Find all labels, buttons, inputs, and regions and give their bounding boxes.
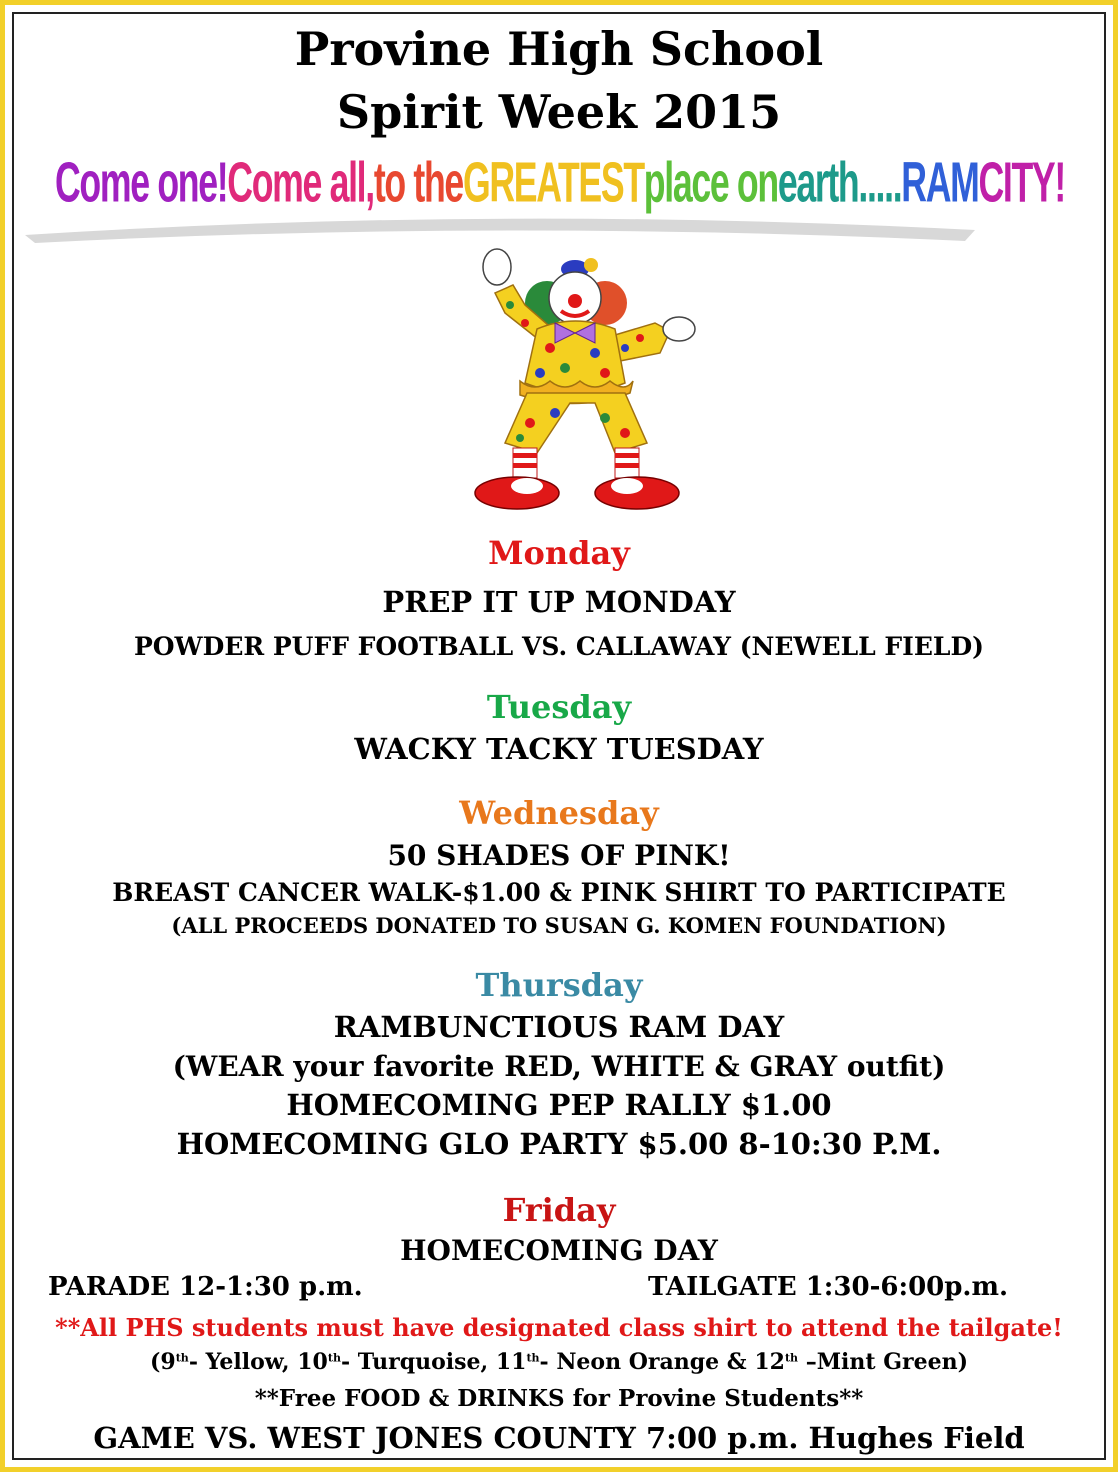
slogan-segment: GREATEST <box>462 151 644 215</box>
tailgate-time: TAILGATE 1:30-6:00p.m. <box>648 1272 1009 1302</box>
thursday-pep-rally: HOMECOMING PEP RALLY $1.00 <box>286 1088 832 1122</box>
school-title: Provine High School <box>294 22 824 76</box>
slogan-segment: Come one! <box>55 151 228 215</box>
slogan-segment: CITY! <box>978 151 1065 215</box>
slogan-segment: to the <box>373 151 463 215</box>
grade-11: 11 <box>495 1349 527 1375</box>
slogan-segment: earth..... <box>777 151 902 215</box>
wednesday-event: BREAST CANCER WALK-$1.00 & PINK SHIRT TO PARTICIPATE <box>112 878 1006 907</box>
thursday-glo-party: HOMECOMING GLO PARTY $5.00 8-10:30 P.M. <box>176 1127 942 1161</box>
tuesday-heading: Tuesday <box>486 688 632 726</box>
game-info: GAME VS. WEST JONES COUNTY 7:00 p.m. Hughes Field <box>93 1421 1025 1455</box>
monday-event: POWDER PUFF FOOTBALL VS. CALLAWAY (NEWELL FIELD) <box>133 632 985 661</box>
clown-illustration <box>465 243 705 518</box>
tuesday-theme: WACKY TACKY TUESDAY <box>354 732 764 766</box>
thursday-dress-note: (WEAR your favorite RED, WHITE & GRAY outfit) <box>172 1050 946 1083</box>
grade-11-color: - Neon Orange & <box>539 1349 755 1375</box>
slogan-segment: RAM <box>901 151 979 215</box>
grade-12-suffix: th <box>784 1351 799 1365</box>
wednesday-note: (ALL PROCEEDS DONATED TO SUSAN G. KOMEN FOUNDATION) <box>171 913 947 938</box>
slogan-banner <box>55 150 1065 245</box>
free-food-note: **Free FOOD & DRINKS for Provine Students** <box>254 1385 864 1412</box>
wednesday-theme: 50 SHADES OF PINK! <box>387 839 731 872</box>
grade-9-color: - Yellow, <box>188 1349 298 1375</box>
thursday-heading: Thursday <box>475 966 643 1004</box>
grade-10-suffix: th <box>327 1351 341 1365</box>
grade-9-suffix: th <box>175 1351 189 1365</box>
thursday-theme: RAMBUNCTIOUS RAM DAY <box>333 1010 785 1044</box>
friday-theme: HOMECOMING DAY <box>400 1234 718 1267</box>
monday-heading: Monday <box>488 534 630 572</box>
class-shirt-colors: (9th- Yellow, 10th- Turquoise, 11th- Neon Orange & 12th –Mint Green) <box>149 1349 969 1375</box>
monday-theme: PREP IT UP MONDAY <box>382 585 736 619</box>
grade-9: 9 <box>160 1349 176 1375</box>
grade-12: 12 <box>754 1349 785 1375</box>
parade-time: PARADE 12-1:30 p.m. <box>48 1272 363 1302</box>
grade-12-color: –Mint Green) <box>798 1349 969 1375</box>
tailgate-shirt-note: **All PHS students must have designated class shirt to attend the tailgate! <box>55 1313 1063 1342</box>
grade-10-color: - Turquoise, <box>340 1349 496 1375</box>
slogan-segment: Come all, <box>227 151 374 215</box>
friday-heading: Friday <box>502 1191 616 1229</box>
grade-11-suffix: th <box>526 1351 540 1365</box>
grade-10: 10 <box>297 1349 328 1375</box>
wednesday-heading: Wednesday <box>459 794 659 832</box>
slogan-segment: place on <box>643 151 778 215</box>
event-title: Spirit Week 2015 <box>336 85 782 139</box>
